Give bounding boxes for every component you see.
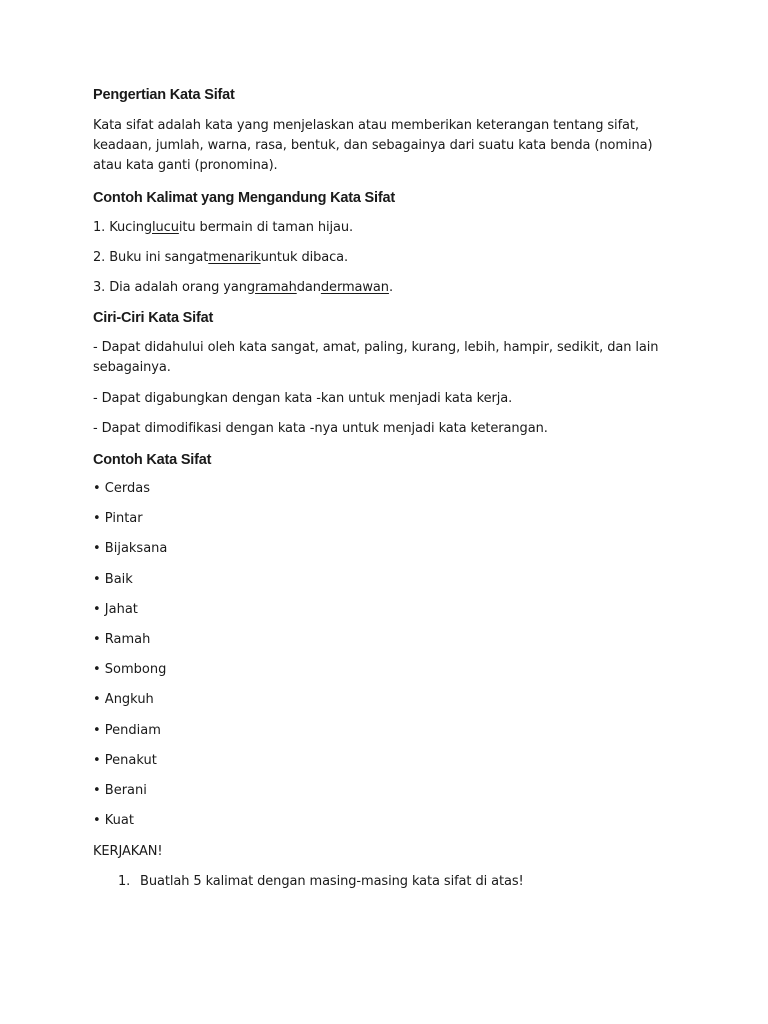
heading-pengertian: Pengertian Kata Sifat	[93, 87, 235, 103]
list-item: • Baik	[93, 571, 133, 587]
characteristic-1: - Dapat didahului oleh kata sangat, amat, paling, kurang, lebih, hampir, sedikit, dan lain sebagainya.	[93, 340, 659, 375]
paragraph-definition: Kata sifat adalah kata yang menjelaskan atau memberikan keterangan tentang sifat, keadaan, jumlah, warna, rasa, bentuk, dan sebagainya dari suatu kata benda (nomina) atau kata ganti (pronomina).	[93, 118, 653, 173]
sentence-3-pre: 3. Dia adalah orang yang	[93, 280, 256, 295]
sentence-3-post: .	[388, 280, 393, 295]
example-sentence-1	[93, 218, 353, 238]
sentence-3-adjective-2: dermawan	[320, 280, 389, 295]
sentence-1-adjective: lucu	[152, 220, 179, 235]
heading-contoh-kalimat: Contoh Kalimat yang Mengandung Kata Sifat	[93, 190, 395, 206]
list-item: • Cerdas	[93, 481, 150, 496]
sentence-3-adjective-1: ramah	[255, 280, 297, 295]
sentence-2-adjective: menarik	[208, 250, 261, 265]
sentence-2-pre: 2. Buku ini sangat	[93, 250, 209, 265]
characteristic-3: - Dapat dimodifikasi dengan kata -nya untuk menjadi kata keterangan.	[93, 421, 548, 436]
list-item: • Berani	[93, 782, 147, 798]
task-title: KERJAKAN!	[93, 844, 163, 859]
example-sentence-2	[93, 248, 348, 268]
sentence-2-post: untuk dibaca.	[260, 250, 349, 265]
heading-contoh-kata-sifat: Contoh Kata Sifat	[93, 452, 212, 468]
sentence-3-mid: dan	[296, 280, 321, 295]
task-text: Buatlah 5 kalimat dengan masing-masing kata sifat di atas!	[140, 874, 524, 889]
heading-ciri-ciri: Ciri-Ciri Kata Sifat	[93, 310, 214, 326]
list-item: • Pendiam	[93, 722, 161, 738]
example-sentence-3	[93, 278, 393, 298]
list-item: • Kuat	[93, 813, 134, 829]
list-item: • Penakut	[93, 752, 157, 768]
list-item: • Pintar	[93, 511, 143, 527]
list-item: • Jahat	[93, 601, 138, 617]
list-item: • Bijaksana	[93, 541, 168, 557]
adjective-list	[93, 479, 167, 841]
characteristic-2: - Dapat digabungkan dengan kata -kan untuk menjadi kata kerja.	[93, 391, 513, 406]
list-item: • Sombong	[93, 662, 167, 678]
list-item: • Angkuh	[93, 692, 154, 708]
task-number: 1.	[118, 874, 131, 889]
list-item: • Ramah	[93, 631, 151, 647]
sentence-1-pre: 1. Kucing	[93, 220, 153, 235]
sentence-1-post: itu bermain di taman hijau.	[178, 220, 354, 235]
task-item	[118, 872, 524, 892]
